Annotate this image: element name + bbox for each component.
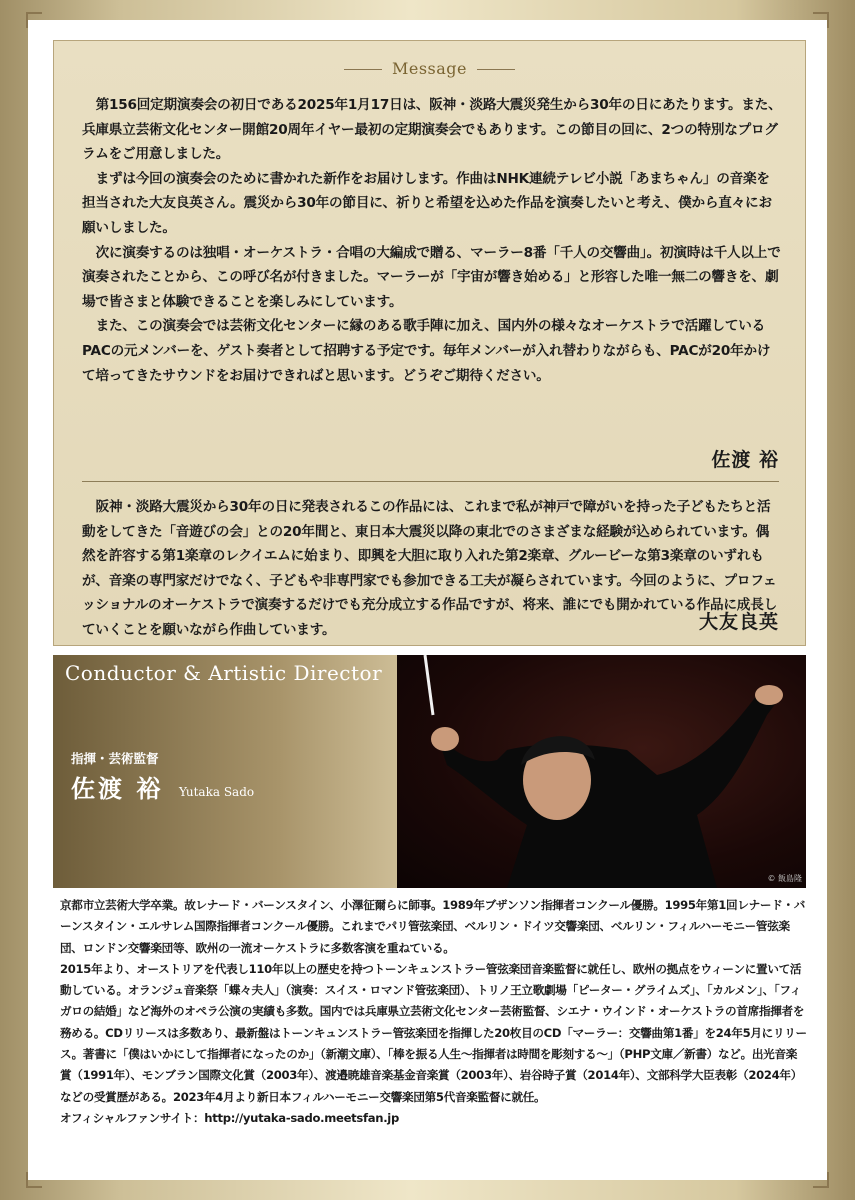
photo-credit: © 飯島隆	[767, 874, 802, 883]
signature-otomo: 大友良英	[698, 611, 779, 633]
corner-ornament	[813, 12, 829, 28]
corner-ornament	[26, 1172, 42, 1188]
conductor-panel	[53, 655, 806, 888]
message-body-sado	[82, 93, 782, 388]
title-rule-left	[344, 69, 382, 70]
signature-sado: 佐渡 裕	[711, 449, 779, 471]
corner-ornament	[26, 12, 42, 28]
conductor-name-en: Yutaka Sado	[179, 785, 255, 799]
biography	[60, 895, 808, 1129]
message-body-otomo	[82, 495, 782, 643]
official-site: オフィシャルファンサイト：http://yutaka-sado.meetsfan.jp	[60, 1110, 399, 1125]
section-divider	[82, 481, 779, 482]
message-paragraph: まずは今回の演奏会のために書かれた新作をお届けします。作曲はNHK連続テレビ小説「あまちゃん」の音楽を担当された大友良英さん。震災から30年の節目に、祈りと希望を込めた作品を演奏したいと考え、僕から直々にお願いしました。	[82, 170, 772, 236]
message-paragraph: また、この演奏会では芸術文化センターに縁のある歌手陣に加え、国内外の様々なオーケストラで活躍しているPACの元メンバーを、ゲスト奏者として招聘する予定です。毎年メンバーが入れ替わりながらも、PACが20年かけて培ってきたサウンドをお届けできればと思います。どうぞご期待ください。	[82, 318, 771, 384]
role-label: 指揮・芸術監督	[71, 751, 159, 766]
bio-paragraph: 2015年より、オーストリアを代表し110年以上の歴史を持つトーンキュンストラー管弦楽団音楽監督に就任し、欧州の拠点をウィーンに置いて活動している。オランジュ音楽祭「蝶々夫人」（演奏：スイス・ロマンド管弦楽団）、トリノ王立歌劇場「ピーター・グライムズ」、「カルメン」、「フィガロの結婚」など海外のオペラ公演の実績も多数。国内では兵庫県立芸術文化センター芸術監督、シエナ・ウインド・オーケストラの首席指揮者を務める。CDリリースは多数あり、最新盤はトーンキュンストラー管弦楽団を指揮した20枚目のCD「マーラー：交響曲第1番」を24年5月にリリース。著書に「僕はいかにして指揮者になったのか」（新潮文庫）、「棒を振る人生～指揮者は時間を彫刻する～」（PHP文庫／新書）など。出光音楽賞（1991年）、モンブラン国際文化賞（2003年）、渡邉暁雄音楽基金音楽賞（2003年）、岩谷時子賞（2014年）、文部科学大臣表彰（2024年）などの受賞歴がある。2023年4月より新日本フィルハーモニー交響楽団第5代音楽監督に就任。	[60, 961, 807, 1104]
message-box	[53, 40, 806, 646]
conductor-photo	[397, 655, 806, 888]
message-title-row	[54, 59, 805, 78]
message-paragraph: 阪神・淡路大震災から30年の日に発表されるこの作品には、これまで私が神戸で障がいを持った子どもたちと活動をしてきた「音遊びの会」との20年間と、東日本大震災以降の東北でのさまざまな経験が込められています。偶然を許容する第1楽章のレクイエムに始まり、即興を大胆に取り入れた第2楽章、グルービーな第3楽章のいずれもが、音楽の専門家だけでなく、子どもや非専門家でも参加できる工夫が凝らされています。今回のように、プロフェッショナルのオーケストラで演奏するだけでも充分成立する作品ですが、将来、誰にでも開かれている作品に成長していくことを願いながら作曲しています。	[82, 499, 777, 638]
message-paragraph: 次に演奏するのは独唱・オーケストラ・合唱の大編成で贈る、マーラー8番「千人の交響曲」。初演時は千人以上で演奏されたことから、この呼び名が付きました。マーラーが「宇宙が響き始める」と形容した唯一無二の響きを、劇場で皆さまと体験できることを楽しみにしています。	[82, 244, 781, 310]
conductor-silhouette	[397, 655, 806, 888]
corner-ornament	[813, 1172, 829, 1188]
bio-paragraph: 京都市立芸術大学卒業。故レナード・バーンスタイン、小澤征爾らに師事。1989年ブザンソン指揮者コンクール優勝。1995年第1回レナード・バーンスタイン・エルサレム国際指揮者コンクール優勝。これまでパリ管弦楽団、ベルリン・ドイツ交響楽団、ベルリン・フィルハーモニー管弦楽団、ロンドン交響楽団等、欧州の一流オーケストラに多数客演を重ねている。	[60, 898, 806, 955]
message-paragraph: 第156回定期演奏会の初日である2025年1月17日は、阪神・淡路大震災発生から30年の日にあたります。また、兵庫県立芸術文化センター開館20周年イヤー最初の定期演奏会でもあります。この節目の回に、2つの特別なプログラムをご用意しました。	[82, 97, 782, 163]
title-rule-right	[477, 69, 515, 70]
conductor-heading: Conductor & Artistic Director	[65, 661, 383, 685]
message-title: Message	[391, 59, 468, 78]
conductor-name-jp: 佐渡 裕	[71, 775, 164, 803]
